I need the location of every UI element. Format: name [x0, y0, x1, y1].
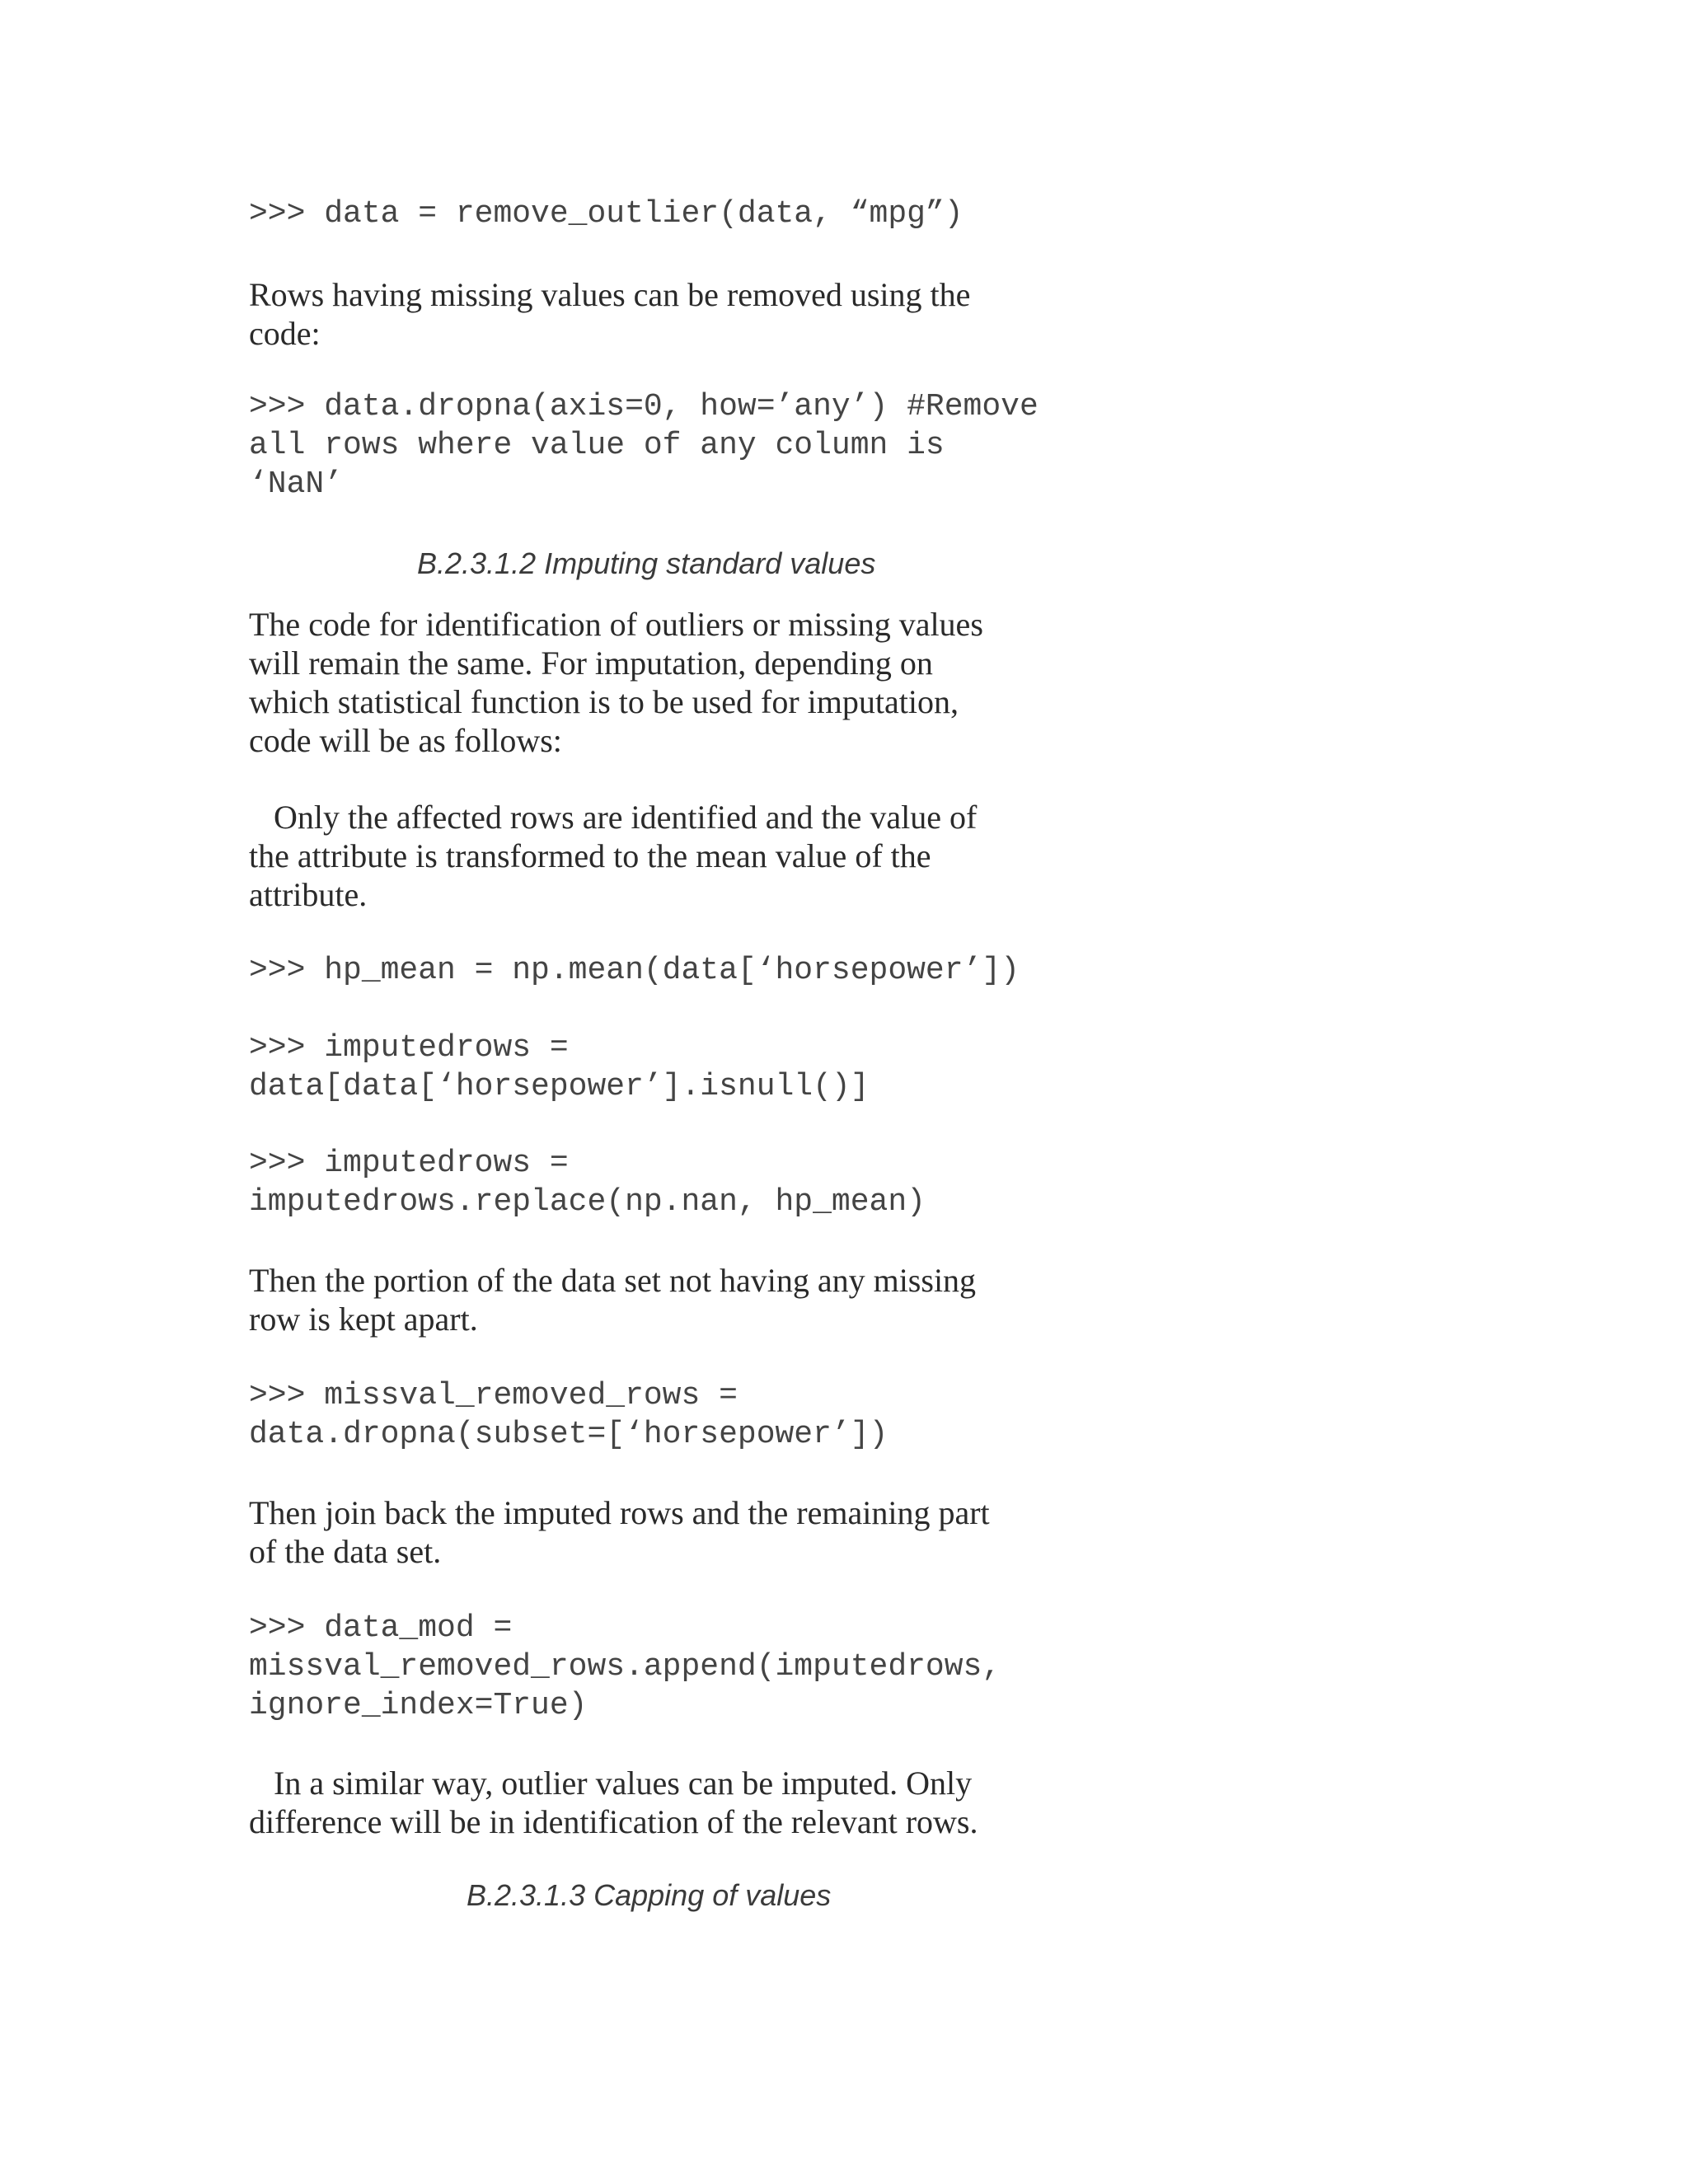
- code-imputedrows-replace: >>> imputedrows = imputedrows.replace(np.nan, hp_mean): [249, 1146, 926, 1220]
- section-heading-capping: B.2.3.1.3 Capping of values: [467, 1878, 832, 1912]
- paragraph-affected-rows: Only the affected rows are identified and the value of the attribute is transformed to the mean value of the attribute.: [249, 799, 978, 913]
- code-remove-outlier: >>> data = remove_outlier(data, “mpg”): [249, 196, 964, 232]
- paragraph-portion-kept: Then the portion of the data set not having any missing row is kept apart.: [249, 1262, 977, 1338]
- paragraph-outlier-impute: In a similar way, outlier values can be imputed. Only difference will be in identification of the relevant rows.: [249, 1765, 978, 1840]
- paragraph-join-back: Then join back the imputed rows and the remaining part of the data set.: [249, 1494, 990, 1570]
- section-heading-imputing: B.2.3.1.2 Imputing standard values: [417, 546, 876, 580]
- paragraph-missing-rows: Rows having missing values can be removed using the code:: [249, 276, 971, 352]
- code-data-mod: >>> data_mod = missval_removed_rows.append(imputedrows, ignore_index=True): [249, 1610, 1001, 1723]
- code-imputedrows-isnull: >>> imputedrows = data[data[‘horsepower’].isnull()]: [249, 1030, 870, 1104]
- code-dropna: >>> data.dropna(axis=0, how=’any’) #Remove all rows where value of any column is ‘NaN’: [249, 389, 1039, 502]
- code-missval-removed: >>> missval_removed_rows = data.dropna(subset=[‘horsepower’]): [249, 1378, 889, 1452]
- code-hp-mean: >>> hp_mean = np.mean(data[‘horsepower’]): [249, 953, 1020, 988]
- paragraph-imputation-intro: The code for identification of outliers or missing values will remain the same. For imputation, depending on which statistical function is to be used for imputation, code will be as follows:: [249, 606, 983, 759]
